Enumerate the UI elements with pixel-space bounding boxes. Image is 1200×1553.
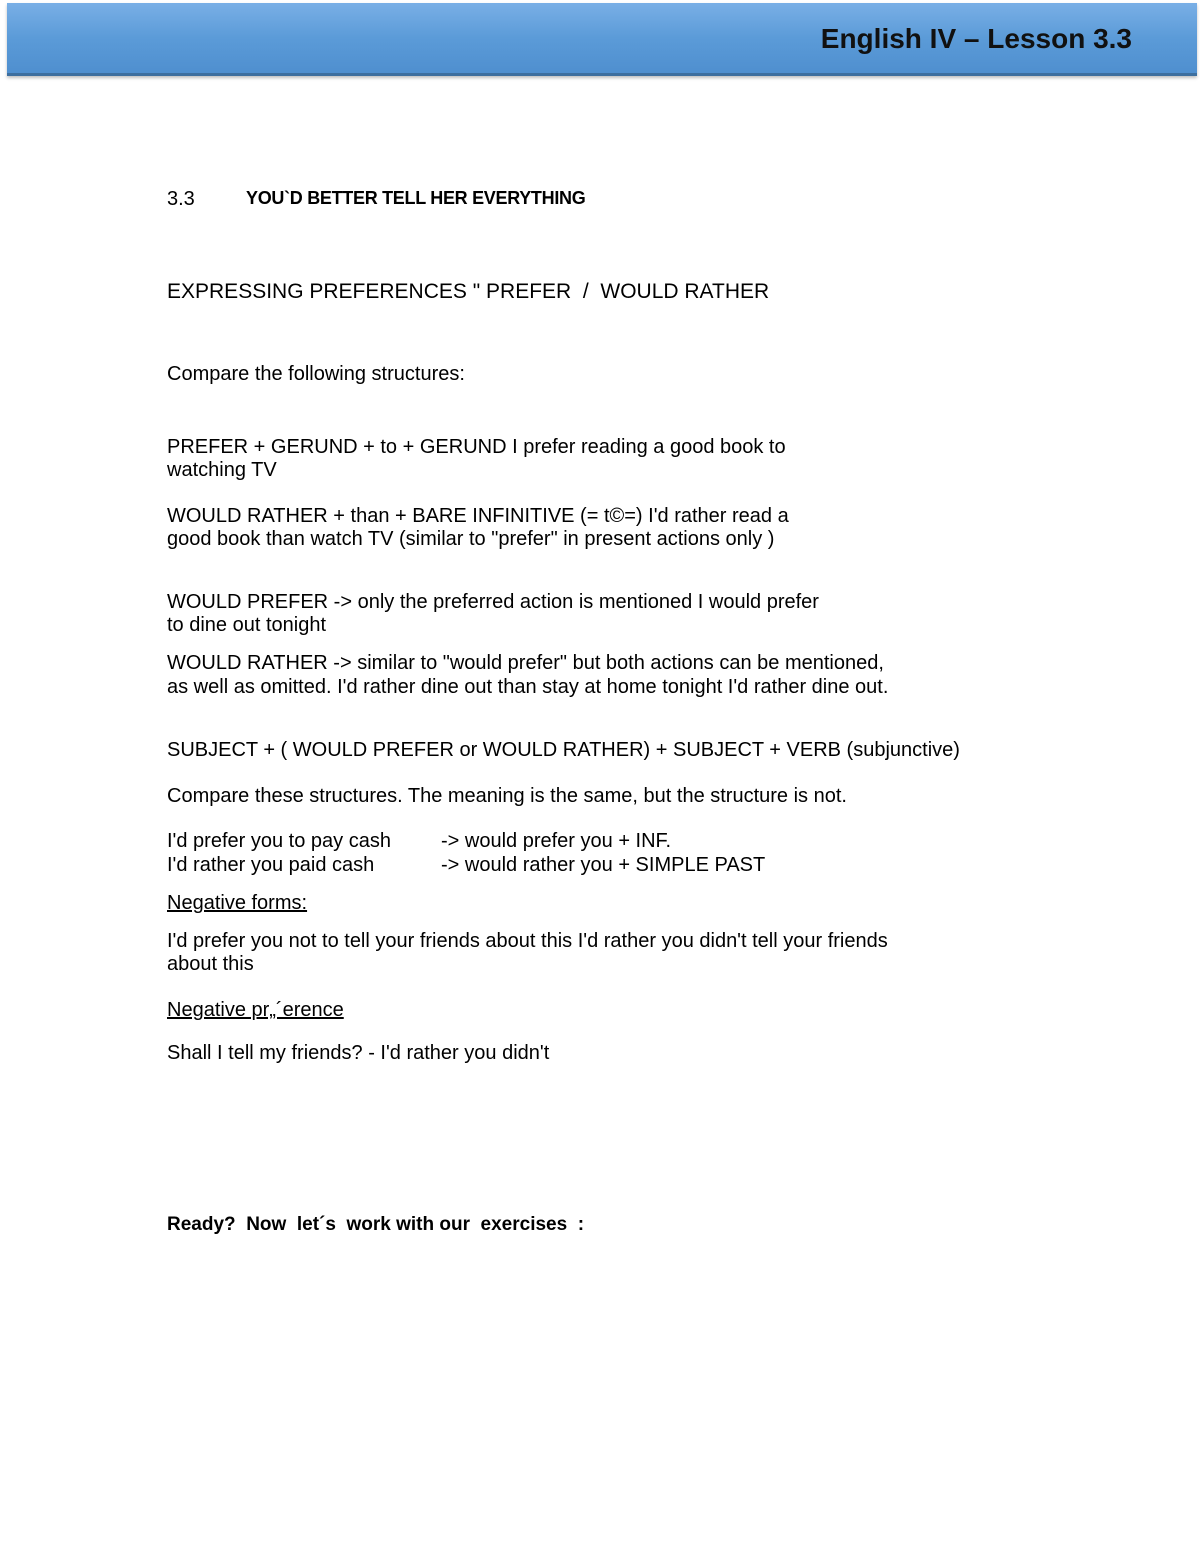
rule-would-rather-line2: good book than watch TV (similar to "prefer" in present actions only ) (167, 528, 775, 550)
example-sentence: I'd rather you paid cash (167, 854, 375, 876)
closing-prompt: Ready? Now let´s work with our exercises : (167, 1214, 585, 1235)
document-title: English IV – Lesson 3.3 (820, 23, 1132, 54)
section-number: 3.3 (167, 188, 195, 210)
negative-forms-line1: I'd prefer you not to tell your friends about this I'd rather you didn't tell your friends (167, 930, 888, 952)
rule-would-prefer-line1: WOULD PREFER -> only the preferred action is mentioned I would prefer (167, 591, 819, 613)
section-title: YOU`D BETTER TELL HER EVERYTHING (246, 188, 586, 208)
compare-intro: Compare the following structures: (167, 363, 465, 385)
negative-preference-label: Negative pr„´erence (167, 999, 344, 1021)
rule-would-prefer-line2: to dine out tonight (167, 614, 327, 636)
header-band (7, 3, 1197, 76)
negative-forms-line2: about this (167, 953, 254, 975)
negative-preference-example: Shall I tell my friends? - I'd rather you didn't (167, 1042, 550, 1064)
example-sentence: I'd prefer you to pay cash (167, 830, 391, 852)
negative-forms-label: Negative forms: (167, 892, 308, 914)
subjunctive-rule: SUBJECT + ( WOULD PREFER or WOULD RATHER) + SUBJECT + VERB (subjunctive) (167, 739, 960, 761)
rule-would-rather-line1: WOULD RATHER + than + BARE INFINITIVE (= t©=) I'd rather read a (167, 505, 789, 527)
rule-prefer-gerund-line1: PREFER + GERUND + to + GERUND I prefer reading a good book to (167, 436, 786, 458)
rule-would-rather-omit-line2: as well as omitted. I'd rather dine out than stay at home tonight I'd rather dine out. (167, 676, 889, 698)
example-structure: -> would rather you + SIMPLE PAST (441, 854, 766, 876)
example-structure: -> would prefer you + INF. (441, 830, 672, 852)
rule-would-rather-omit-line1: WOULD RATHER -> similar to "would prefer" but both actions can be mentioned, (167, 652, 884, 674)
compare-note: Compare these structures. The meaning is the same, but the structure is not. (167, 785, 847, 807)
rule-prefer-gerund-line2: watching TV (167, 459, 277, 481)
subheading: EXPRESSING PREFERENCES " PREFER / WOULD RATHER (167, 280, 770, 303)
